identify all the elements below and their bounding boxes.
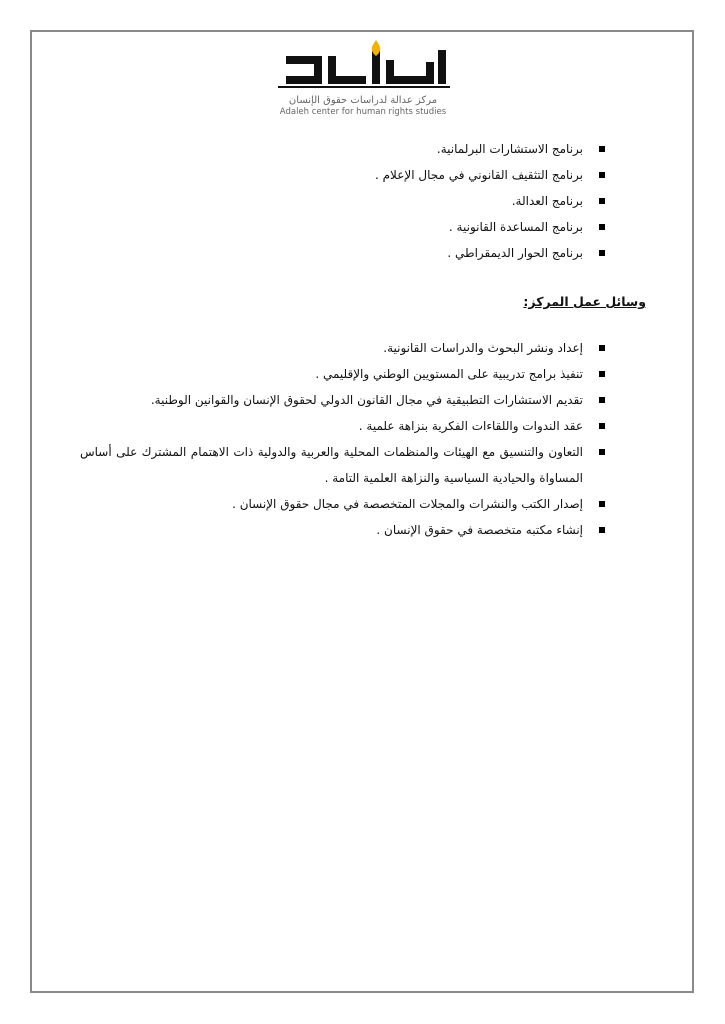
section-title-means: وسائل عمل المركز: <box>523 294 646 309</box>
list-item: إعداد ونشر البحوث والدراسات القانونية. <box>80 335 605 361</box>
list-item: برنامج المساعدة القانونية . <box>80 214 605 240</box>
bullet-icon <box>599 527 605 533</box>
list-item: التعاون والتنسيق مع الهيئات والمنظمات المحلية والعربية والدولية ذات الاهتمام المشترك على أساس المساواة والحيادية السياسية والنزاهة العلمية التامة . <box>80 439 605 491</box>
bullet-icon <box>599 501 605 507</box>
bullet-icon <box>599 224 605 230</box>
adaleh-logo-mark <box>276 40 452 94</box>
bullet-icon <box>599 250 605 256</box>
bullet-icon <box>599 397 605 403</box>
list-item: برنامج الحوار الديمقراطي . <box>80 240 605 266</box>
bullet-icon <box>599 345 605 351</box>
logo-subtitle-arabic: مركز عدالة لدراسات حقوق الإنسان <box>288 95 438 106</box>
means-list <box>80 335 605 543</box>
bullet-icon <box>599 172 605 178</box>
adaleh-logo <box>268 40 458 120</box>
list-item: عقد الندوات واللقاءات الفكرية بنزاهة علمية . <box>80 413 605 439</box>
bullet-icon <box>599 198 605 204</box>
list-item: برنامج العدالة. <box>80 188 605 214</box>
list-item: تنفيذ برامج تدريبية على المستويين الوطني والإقليمي . <box>80 361 605 387</box>
bullet-icon <box>599 371 605 377</box>
bullet-icon <box>599 423 605 429</box>
list-item: إصدار الكتب والنشرات والمجلات المتخصصة في مجال حقوق الإنسان . <box>80 491 605 517</box>
bullet-icon <box>599 449 605 455</box>
logo-subtitle-english: Adaleh center for human rights studies <box>279 107 447 117</box>
list-item: برنامج الاستشارات البرلمانية. <box>80 136 605 162</box>
list-item: إنشاء مكتبه متخصصة في حقوق الإنسان . <box>80 517 605 543</box>
programs-list <box>80 136 605 266</box>
bullet-icon <box>599 146 605 152</box>
list-item: تقديم الاستشارات التطبيقية في مجال القانون الدولي لحقوق الإنسان والقوانين الوطنية. <box>80 387 605 413</box>
list-item: برنامج التثقيف القانوني في مجال الإعلام . <box>80 162 605 188</box>
